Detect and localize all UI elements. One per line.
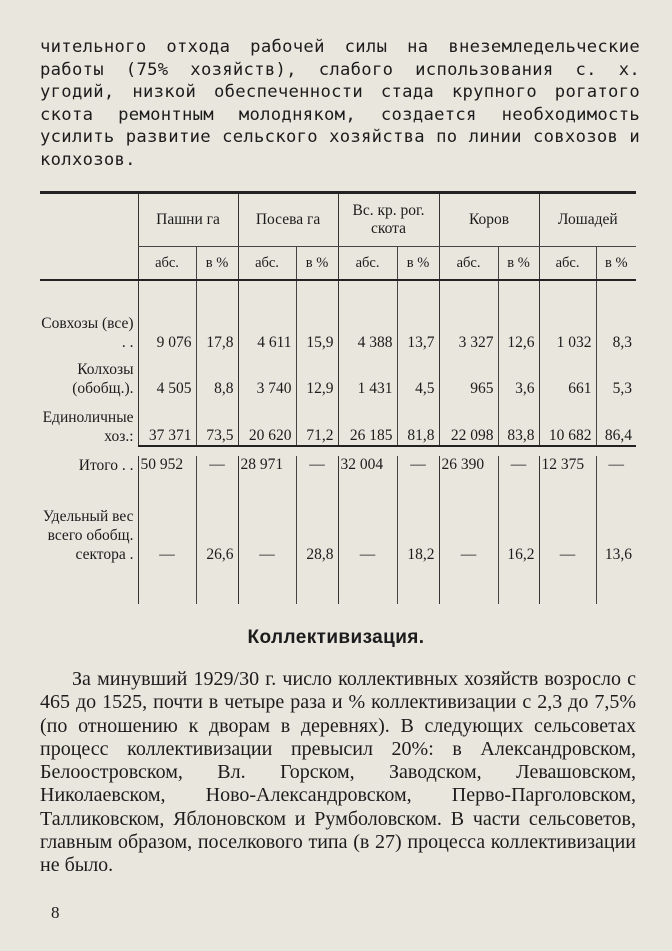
table-cell: 22 098	[439, 398, 498, 446]
table-cell: 661	[539, 352, 596, 398]
table-cell: 16,2	[498, 480, 539, 564]
subheader-pct: в %	[196, 247, 238, 281]
table-cell: 12 375	[539, 456, 596, 480]
table-cell: —	[138, 480, 196, 564]
table-group-header-row	[40, 194, 636, 247]
table-cell: 3,6	[498, 352, 539, 398]
table-cell: 37 371	[138, 398, 196, 446]
group-header: Коров	[439, 194, 539, 247]
statistics-table	[40, 194, 636, 604]
subheader-abs: абс.	[238, 247, 296, 281]
table-cell: 4 611	[238, 305, 296, 352]
stub-header	[40, 194, 138, 247]
total-row	[40, 456, 636, 480]
table-cell: 86,4	[596, 398, 636, 446]
table-row	[40, 352, 636, 398]
table-cell: 8,8	[196, 352, 238, 398]
subheader-pct: в %	[397, 247, 439, 281]
table-cell: 13,6	[596, 480, 636, 564]
table-cell: 81,8	[397, 398, 439, 446]
row-label: Итого . .	[78, 457, 134, 474]
table-cell: —	[196, 456, 238, 480]
table-cell: 26,6	[196, 480, 238, 564]
table-row	[40, 281, 636, 305]
table-cell: 10 682	[539, 398, 596, 446]
table-cell: 4 388	[338, 305, 397, 352]
table-cell: 71,2	[296, 398, 338, 446]
table-cell: 4 505	[138, 352, 196, 398]
table-row	[40, 305, 636, 352]
table-cell: —	[596, 456, 636, 480]
table-cell: 3 327	[439, 305, 498, 352]
table-cell: 965	[439, 352, 498, 398]
table-cell: —	[439, 480, 498, 564]
subheader-abs: абс.	[539, 247, 596, 281]
page-number: 8	[51, 903, 60, 922]
subheader-abs: абс.	[338, 247, 397, 281]
table-cell: 1 032	[539, 305, 596, 352]
table-cell: 28 971	[238, 456, 296, 480]
table-cell: 5,3	[596, 352, 636, 398]
table-subheader-row	[40, 247, 636, 281]
group-header: Пашни га	[138, 194, 238, 247]
table-cell: —	[338, 480, 397, 564]
group-header: Лошадей	[539, 194, 636, 247]
table-cell: 20 620	[238, 398, 296, 446]
table-cell: 32 004	[338, 456, 397, 480]
table-cell: 8,3	[596, 305, 636, 352]
body-paragraph: За минувший 1929/30 г. число коллективных хозяйств возросло с 465 до 1525, почти в четыре раза и % коллективизации с 2,3 до 7,5% (по отношению к дворам в деревнях). В следующих сельсоветах процесс коллективизации превысил 20%: в Александровском, Белоостровском, Вл. Горском, Заводском, Левашовском, Николаевском, Ново-Александровском, Перво-Парголовском, Талликовском, Яблоновском и Румболовском. В части сельсоветов, главным образом, поселкового типа (в 27) процесса коллективизации не было.	[40, 668, 636, 877]
total-separator	[40, 446, 636, 456]
row-label: Единоличные хоз.:	[42, 409, 134, 445]
subheader-pct: в %	[296, 247, 338, 281]
table-cell: —	[539, 480, 596, 564]
table-cell: 73,5	[196, 398, 238, 446]
row-label: Удельный вес всего обобщ. сектора .	[42, 508, 134, 563]
table-cell: 18,2	[397, 480, 439, 564]
table-cell: 12,9	[296, 352, 338, 398]
table-cell: 13,7	[397, 305, 439, 352]
subheader-abs: абс.	[138, 247, 196, 281]
table-cell: —	[296, 456, 338, 480]
table-cell: 1 431	[338, 352, 397, 398]
table-row	[40, 564, 636, 604]
group-header: Вс. кр. рог. скота	[338, 194, 439, 247]
table-cell: 9 076	[138, 305, 196, 352]
table-cell: —	[238, 480, 296, 564]
table-cell: 83,8	[498, 398, 539, 446]
subheader-abs: абс.	[439, 247, 498, 281]
row-label: Совхозы (все) . .	[41, 315, 134, 351]
table-cell: 28,8	[296, 480, 338, 564]
subheader-pct: в %	[596, 247, 636, 281]
table-cell: —	[397, 456, 439, 480]
table-cell: 15,9	[296, 305, 338, 352]
table-row	[40, 398, 636, 446]
table-cell: 50 952	[138, 456, 196, 480]
table-cell: 26 185	[338, 398, 397, 446]
group-header: Посева га	[238, 194, 338, 247]
table-cell: 3 740	[238, 352, 296, 398]
section-heading: Коллективизация.	[247, 627, 425, 648]
row-label: Колхозы (обобщ.).	[72, 361, 134, 397]
table-cell: 12,6	[498, 305, 539, 352]
table-cell: 4,5	[397, 352, 439, 398]
subheader-pct: в %	[498, 247, 539, 281]
table-cell: 26 390	[439, 456, 498, 480]
table-cell: 17,8	[196, 305, 238, 352]
table-cell: —	[498, 456, 539, 480]
intro-paragraph: чительного отхода рабочей силы на внеземледельческие работы (75% хозяйств), слабого использования с. х. угодий, низкой обеспеченности стада крупного рогатого скота ремонтным молодняком, создается необходимость усилить развитие сельского хозяйства по линии совхозов и колхозов.	[40, 37, 640, 170]
share-row	[40, 480, 636, 564]
